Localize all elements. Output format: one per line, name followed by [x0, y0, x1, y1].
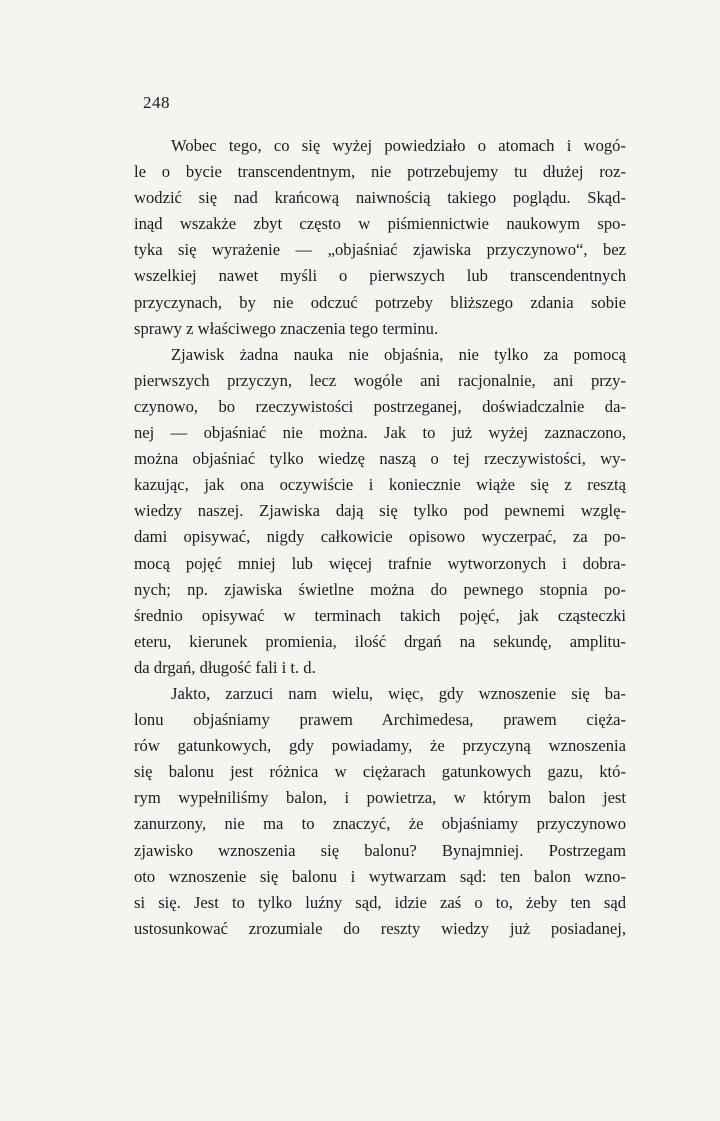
- text-line: przyczynach, by nie odczuć potrzeby bliższego zdania sobie: [134, 292, 626, 312]
- text-line: wszelkiej nawet myśli o pierwszych lub transcendentnych: [134, 266, 626, 286]
- text-line: kazując, jak ona oczywiście i koniecznie wiąże się z resztą: [134, 475, 626, 495]
- text-line: Jakto, zarzuci nam wielu, więc, gdy wznoszenie się ba-: [171, 683, 626, 703]
- text-line: dami opisywać, nigdy całkowicie opisowo wyczerpać, za po-: [134, 527, 626, 547]
- text-line: zanurzony, nie ma to znaczyć, że objaśniamy przyczynowo: [134, 814, 626, 834]
- text-line: Zjawisk żadna nauka nie objaśnia, nie tylko za pomocą: [171, 344, 626, 364]
- text-line: rów gatunkowych, gdy powiadamy, że przyczyną wznoszenia: [134, 736, 626, 756]
- body-text: [134, 133, 626, 942]
- text-line: ustosunkować zrozumiale do reszty wiedzy już posiadanej,: [134, 918, 626, 938]
- text-line: można objaśniać tylko wiedzę naszą o tej rzeczywistości, wy-: [134, 449, 626, 469]
- text-line: nych; np. zjawiska świetlne można do pewnego stopnia po-: [134, 579, 626, 599]
- text-line: inąd wszakże zbyt często w piśmiennictwie naukowym spo-: [134, 214, 626, 234]
- text-line: tyka się wyrażenie — „objaśniać zjawiska przyczynowo“, bez: [134, 240, 626, 260]
- text-line: czynowo, bo rzeczywistości postrzeganej, doświadczalnie da-: [134, 396, 626, 416]
- page-number: 248: [143, 93, 170, 112]
- text-line: lonu objaśniamy prawem Archimedesa, prawem cięża-: [134, 710, 626, 730]
- text-line: rym wypełniliśmy balon, i powietrza, w którym balon jest: [134, 788, 626, 808]
- text-line: da drgań, długość fali i t. d.: [134, 657, 316, 677]
- text-line: si się. Jest to tylko luźny sąd, idzie zaś o to, żeby ten sąd: [134, 892, 626, 912]
- text-line: się balonu jest różnica w ciężarach gatunkowych gazu, któ-: [134, 762, 626, 782]
- text-line: mocą pojęć mniej lub więcej trafnie wytworzonych i dobra-: [134, 553, 626, 573]
- text-line: średnio opisywać w terminach takich pojęć, jak cząsteczki: [134, 605, 626, 625]
- text-line: sprawy z właściwego znaczenia tego terminu.: [134, 318, 439, 338]
- text-line: nej — objaśniać nie można. Jak to już wyżej zaznaczono,: [134, 423, 626, 443]
- text-line: le o bycie transcendentnym, nie potrzebujemy tu dłużej roz-: [134, 162, 626, 182]
- text-line: wiedzy naszej. Zjawiska dają się tylko pod pewnemi wzglę-: [134, 501, 626, 521]
- text-line: Wobec tego, co się wyżej powiedziało o atomach i wogó-: [171, 136, 626, 155]
- text-line: wodzić się nad krańcową naiwnością takiego poglądu. Skąd-: [134, 188, 626, 208]
- text-line: oto wznoszenie się balonu i wytwarzam sąd: ten balon wzno-: [134, 866, 626, 886]
- text-line: zjawisko wznoszenia się balonu? Bynajmniej. Postrzegam: [134, 840, 626, 860]
- text-line: pierwszych przyczyn, lecz wogóle ani racjonalnie, ani przy-: [134, 370, 626, 390]
- text-line: eteru, kierunek promienia, ilość drgań na sekundę, amplitu-: [134, 631, 626, 651]
